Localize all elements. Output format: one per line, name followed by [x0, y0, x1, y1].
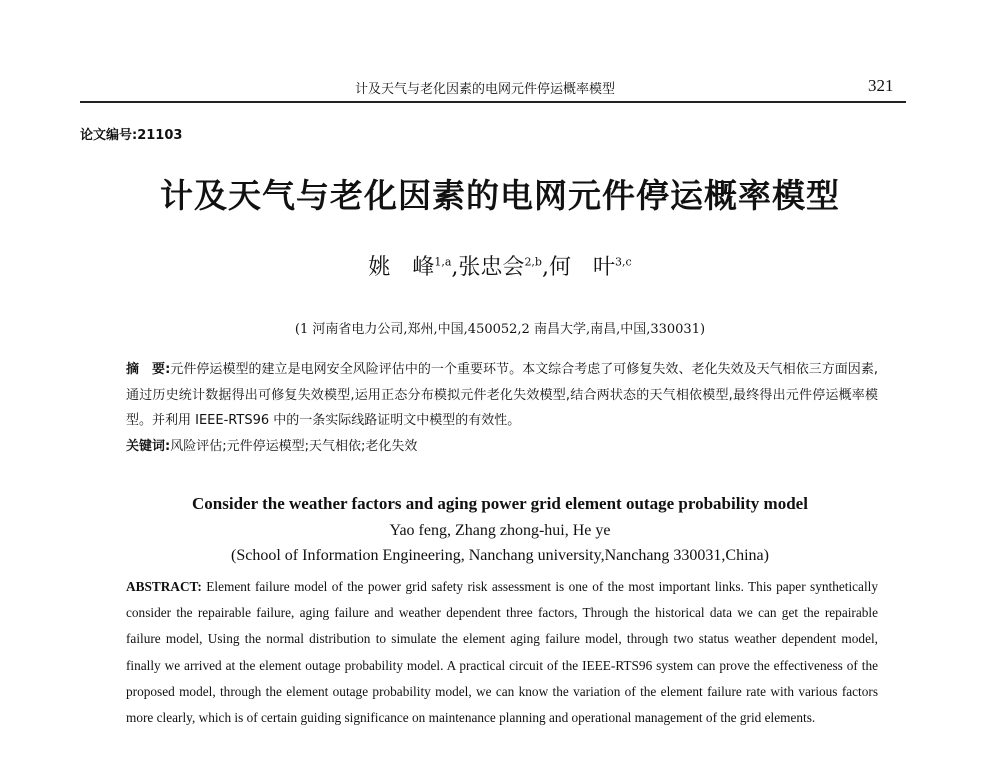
author-name: 姚 峰 [368, 255, 435, 280]
paper-title: 计及天气与老化因素的电网元件停运概率模型 [160, 176, 840, 215]
author-name: 何 叶 [548, 255, 615, 280]
abstract-text: 元件停运模型的建立是电网安全风险评估中的一个重要环节。本文综合考虑了可修复失效、老化失效及天气相依三方面因素,通过历史统计数据得出可修复失效模型,运用正态分布模拟元件老化失效模型,结合两状态的天气相依模型,最终得出元件停运概率模型。并利用 IEEE-RTS96 中的一条实际线路证明文中模型的有效性。 [126, 362, 879, 428]
keywords-label: 关键词: [126, 438, 171, 454]
author-name: 张忠会 [458, 255, 525, 280]
page-number: 321 [868, 76, 894, 95]
english-abstract [126, 574, 878, 731]
paper-number: 论文编号:21103 [80, 128, 183, 143]
abstract-cn [126, 357, 878, 459]
author-sup: 1,a [434, 255, 452, 269]
english-affiliation: (School of Information Engineering, Nanchang university,Nanchang 330031,China) [231, 547, 769, 564]
english-abstract-text: Element failure model of the power grid safety risk assessment is one of the most important links. This paper synthetically consider the repairable failure, aging failure and weather dependent three factors, Through the historical data we can get the repairable failure model, Using the normal distribution to simulate the element aging failure model, through two status weather dependent model, finally we arrived at the element outage probability model. A practical circuit of the IEEE-RTS96 system can prove the effectiveness of the proposed model, through the element outage probability model, we can know the variation of the element failure rate with various factors more clearly, which is of certain guiding significance on maintenance planning and operational management of the grid elements. [126, 579, 878, 726]
author-sup: 2,b [524, 255, 542, 269]
affiliation: (1 河南省电力公司,郑州,中国,450052,2 南昌大学,南昌,中国,330031) [294, 322, 706, 337]
english-title: Consider the weather factors and aging power grid element outage probability model [192, 494, 808, 513]
abstract-label: 摘 要: [126, 362, 171, 377]
english-authors: Yao feng, Zhang zhong-hui, He ye [389, 522, 611, 539]
keywords-text: 风险评估;元件停运模型;天气相依;老化失效 [170, 438, 418, 454]
english-abstract-label: ABSTRACT: [126, 579, 202, 594]
author-sup: 3,c [615, 255, 632, 269]
authors: 姚 峰$^{1,a}$,张忠会$^{2,b}$,何 叶$^{3,c}$ [368, 255, 632, 280]
running-header: 计及天气与老化因素的电网元件停运概率模型 [355, 82, 616, 97]
header-rule [80, 101, 906, 103]
